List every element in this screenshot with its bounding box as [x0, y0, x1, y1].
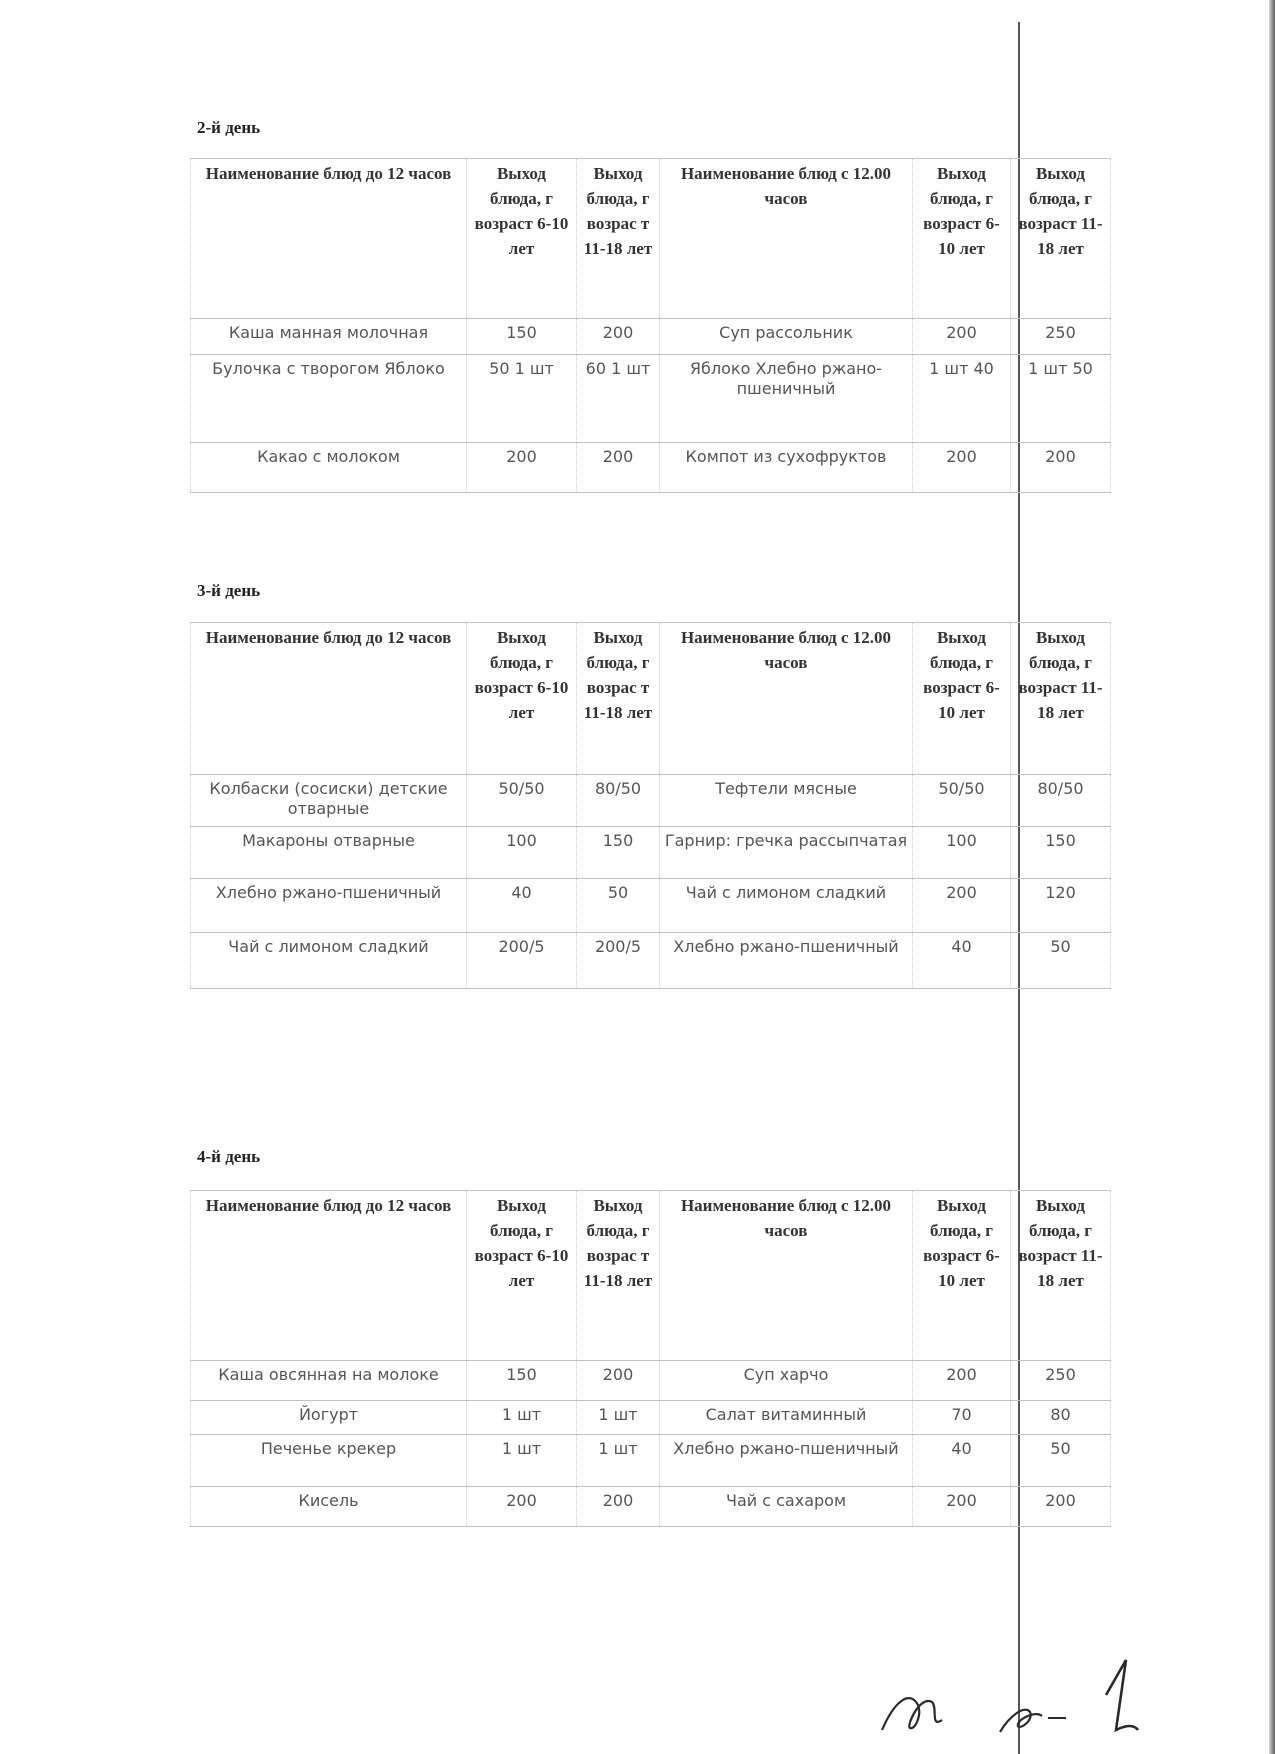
table-row	[191, 879, 1111, 933]
header-dish-after-12: Наименование блюд с 12.00 часов	[660, 1191, 913, 1361]
yield-value: 200	[1011, 443, 1111, 493]
dish-name: Какао с молоком	[191, 443, 467, 493]
yield-value: 50	[1011, 1435, 1111, 1487]
header-yield-11-18: Выход блюда, г возрас т 11-18 лет	[577, 159, 660, 319]
table-header-row	[191, 623, 1111, 775]
yield-value: 200	[467, 443, 577, 493]
dish-name: Суп харчо	[660, 1361, 913, 1401]
yield-value: 100	[467, 827, 577, 879]
dish-name: Яблоко Хлебно ржано-пшеничный	[660, 355, 913, 443]
table-row	[191, 933, 1111, 989]
yield-value: 1 шт	[467, 1401, 577, 1435]
yield-value: 60 1 шт	[577, 355, 660, 443]
yield-value: 200	[913, 1361, 1011, 1401]
header-yield-11-18: Выход блюда, г возраст 11-18 лет	[1011, 159, 1111, 319]
yield-value: 50/50	[913, 775, 1011, 827]
header-yield-11-18: Выход блюда, г возраст 11-18 лет	[1011, 1191, 1111, 1361]
table-row	[191, 355, 1111, 443]
yield-value: 150	[467, 1361, 577, 1401]
dish-name: Салат витаминный	[660, 1401, 913, 1435]
header-yield-6-10: Выход блюда, г возраст 6-10 лет	[913, 623, 1011, 775]
yield-value: 1 шт	[467, 1435, 577, 1487]
yield-value: 80/50	[1011, 775, 1111, 827]
yield-value: 200/5	[577, 933, 660, 989]
table-row	[191, 443, 1111, 493]
yield-value: 1 шт 40	[913, 355, 1011, 443]
header-dish-before-12: Наименование блюд до 12 часов	[191, 623, 467, 775]
yield-value: 200	[577, 443, 660, 493]
dish-name: Чай с сахаром	[660, 1487, 913, 1527]
yield-value: 40	[913, 1435, 1011, 1487]
yield-value: 50	[1011, 933, 1111, 989]
yield-value: 40	[467, 879, 577, 933]
yield-value: 40	[913, 933, 1011, 989]
table-row	[191, 1401, 1111, 1435]
day-4-title: 4-й день	[197, 1147, 261, 1166]
table-row	[191, 775, 1111, 827]
header-yield-11-18: Выход блюда, г возраст 11-18 лет	[1011, 623, 1111, 775]
yield-value: 250	[1011, 1361, 1111, 1401]
table-row	[191, 1435, 1111, 1487]
header-yield-6-10: Выход блюда, г возраст 6-10 лет	[467, 1191, 577, 1361]
table-header-row	[191, 1191, 1111, 1361]
yield-value: 1 шт	[577, 1401, 660, 1435]
dish-name: Хлебно ржано-пшеничный	[191, 879, 467, 933]
yield-value: 200	[913, 443, 1011, 493]
header-yield-11-18: Выход блюда, г возрас т 11-18 лет	[577, 1191, 660, 1361]
day-3-title: 3-й день	[197, 581, 261, 600]
yield-value: 50/50	[467, 775, 577, 827]
yield-value: 1 шт 50	[1011, 355, 1111, 443]
dish-name: Кисель	[191, 1487, 467, 1527]
yield-value: 50	[577, 879, 660, 933]
dish-name: Печенье крекер	[191, 1435, 467, 1487]
menu-table-day-2	[190, 158, 1111, 493]
yield-value: 150	[1011, 827, 1111, 879]
yield-value: 200	[577, 319, 660, 355]
header-yield-11-18: Выход блюда, г возрас т 11-18 лет	[577, 623, 660, 775]
table-row	[191, 1487, 1111, 1527]
table-row	[191, 1361, 1111, 1401]
yield-value: 200/5	[467, 933, 577, 989]
header-yield-6-10: Выход блюда, г возраст 6-10 лет	[467, 623, 577, 775]
yield-value: 80	[1011, 1401, 1111, 1435]
header-dish-after-12: Наименование блюд с 12.00 часов	[660, 623, 913, 775]
yield-value: 200	[913, 319, 1011, 355]
header-dish-before-12: Наименование блюд до 12 часов	[191, 1191, 467, 1361]
yield-value: 200	[467, 1487, 577, 1527]
header-yield-6-10: Выход блюда, г возраст 6-10 лет	[913, 159, 1011, 319]
yield-value: 100	[913, 827, 1011, 879]
yield-value: 200	[1011, 1487, 1111, 1527]
dish-name: Хлебно ржано-пшеничный	[660, 933, 913, 989]
dish-name: Тефтели мясные	[660, 775, 913, 827]
yield-value: 80/50	[577, 775, 660, 827]
table-header-row	[191, 159, 1111, 319]
dish-name: Суп рассольник	[660, 319, 913, 355]
header-dish-before-12: Наименование блюд до 12 часов	[191, 159, 467, 319]
dish-name: Каша овсянная на молоке	[191, 1361, 467, 1401]
yield-value: 50 1 шт	[467, 355, 577, 443]
dish-name: Каша манная молочная	[191, 319, 467, 355]
yield-value: 70	[913, 1401, 1011, 1435]
dish-name: Йогурт	[191, 1401, 467, 1435]
dish-name: Колбаски (сосиски) детские отварные	[191, 775, 467, 827]
yield-value: 250	[1011, 319, 1111, 355]
page-edge-shadow	[1269, 0, 1275, 1754]
dish-name: Булочка с творогом Яблоко	[191, 355, 467, 443]
menu-table-day-3	[190, 622, 1111, 989]
handwritten-signature	[870, 1650, 1190, 1740]
yield-value: 120	[1011, 879, 1111, 933]
header-dish-after-12: Наименование блюд с 12.00 часов	[660, 159, 913, 319]
dish-name: Чай с лимоном сладкий	[660, 879, 913, 933]
dish-name: Чай с лимоном сладкий	[191, 933, 467, 989]
menu-table-day-4	[190, 1190, 1111, 1527]
yield-value: 200	[913, 1487, 1011, 1527]
dish-name: Гарнир: гречка рассыпчатая	[660, 827, 913, 879]
yield-value: 200	[577, 1487, 660, 1527]
dish-name: Макароны отварные	[191, 827, 467, 879]
yield-value: 200	[577, 1361, 660, 1401]
yield-value: 150	[577, 827, 660, 879]
dish-name: Компот из сухофруктов	[660, 443, 913, 493]
header-yield-6-10: Выход блюда, г возраст 6-10 лет	[913, 1191, 1011, 1361]
yield-value: 200	[913, 879, 1011, 933]
table-row	[191, 319, 1111, 355]
yield-value: 150	[467, 319, 577, 355]
dish-name: Хлебно ржано-пшеничный	[660, 1435, 913, 1487]
yield-value: 1 шт	[577, 1435, 660, 1487]
header-yield-6-10: Выход блюда, г возраст 6-10 лет	[467, 159, 577, 319]
table-row	[191, 827, 1111, 879]
day-2-title: 2-й день	[197, 118, 261, 137]
